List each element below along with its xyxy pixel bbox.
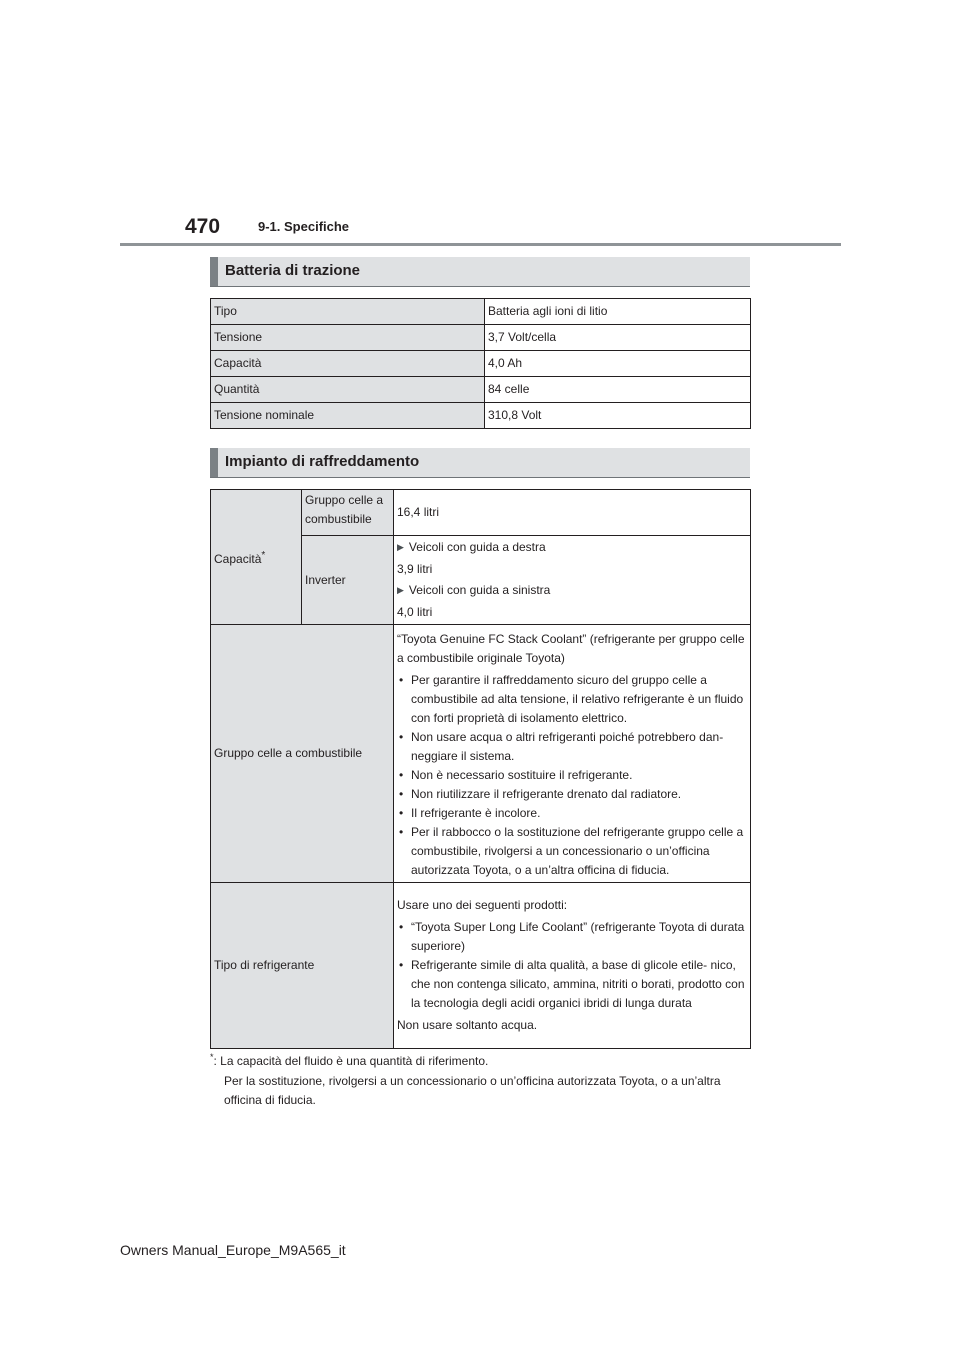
table-row bbox=[211, 490, 751, 536]
list-item: • Non riutilizzare il refrigerante drenato dal radiatore. bbox=[397, 785, 747, 804]
fc-capacity-label: Gruppo celle a combustibile bbox=[302, 490, 394, 536]
list-item: • Per garantire il raffreddamento sicuro del gruppo celle a combustibile ad alta tensione, il relativo refrigerante è un fluido con forti proprietà di isolamento elettrico. bbox=[397, 671, 747, 728]
row-label: Capacità bbox=[211, 351, 485, 377]
row-label: Tensione bbox=[211, 325, 485, 351]
table-row bbox=[211, 299, 751, 325]
right-arrow-icon: ▶ bbox=[397, 542, 404, 552]
table-row bbox=[211, 377, 751, 403]
coolant-type-intro: Usare uno dei seguenti prodotti: bbox=[397, 898, 568, 912]
header-divider bbox=[120, 243, 841, 246]
section-label: 9-1. Specifiche bbox=[258, 219, 350, 234]
heading-bar bbox=[210, 448, 218, 477]
inverter-capacity-label: Inverter bbox=[302, 536, 394, 625]
document-footer: Owners Manual_Europe_M9A565_it bbox=[120, 1242, 346, 1258]
list-item: • “Toyota Super Long Life Coolant” (refrigerante Toyota di durata superiore) bbox=[397, 918, 747, 956]
battery-section-heading bbox=[210, 257, 750, 287]
inverter-capacity-cell bbox=[394, 536, 751, 625]
row-value: Batteria agli ioni di litio bbox=[485, 299, 751, 325]
table-row bbox=[211, 625, 751, 883]
capacity-label: Capacità bbox=[214, 551, 262, 566]
table-row bbox=[211, 325, 751, 351]
page-number: 470 bbox=[185, 215, 221, 238]
right-arrow-icon: ▶ bbox=[397, 585, 404, 595]
fc-stack-notes bbox=[397, 671, 747, 880]
footnote-mark: * bbox=[210, 1052, 214, 1062]
coolant-type-label: Tipo di refrigerante bbox=[211, 883, 394, 1049]
footnote-mark: * bbox=[261, 549, 266, 561]
cooling-section-heading bbox=[210, 448, 750, 478]
row-value: 4,0 Ah bbox=[485, 351, 751, 377]
fc-stack-intro: “Toyota Genuine FC Stack Coolant” (refrigerante per gruppo celle a combustibile originale Toyota) bbox=[397, 632, 745, 665]
table-row bbox=[211, 883, 751, 1049]
battery-section-title: Batteria di trazione bbox=[225, 262, 361, 279]
row-value: 3,7 Volt/cella bbox=[485, 325, 751, 351]
rhd-label: Veicoli con guida a destra bbox=[408, 540, 546, 554]
footnote-line-1: : La capacità del fluido è una quantità di riferimento. bbox=[213, 1054, 489, 1068]
rhd-value: 3,9 litri bbox=[397, 562, 433, 576]
table-row bbox=[211, 351, 751, 377]
row-value: 84 celle bbox=[485, 377, 751, 403]
fc-stack-label: Gruppo celle a combustibile bbox=[211, 625, 394, 883]
table-row bbox=[211, 403, 751, 429]
row-label: Tipo bbox=[211, 299, 485, 325]
cooling-spec-table bbox=[210, 489, 751, 1049]
list-item: • Refrigerante simile di alta qualità, a base di glicole etile- nico, che non contenga silicato, ammina, nitriti o borati, prodotto con la tecnologia degli acidi organici ibridi di lunga durata bbox=[397, 956, 747, 1013]
list-item: • Per il rabbocco o la sostituzione del refrigerante gruppo celle a combustibile, rivolgersi a un concessionario o un’officina autorizzata Toyota, o a un’altra officina di fiducia. bbox=[397, 823, 747, 880]
row-label: Quantità bbox=[211, 377, 485, 403]
list-item: • Non è necessario sostituire il refrigerante. bbox=[397, 766, 747, 785]
list-item: • Il refrigerante è incolore. bbox=[397, 804, 747, 823]
row-label: Tensione nominale bbox=[211, 403, 485, 429]
lhd-value: 4,0 litri bbox=[397, 605, 433, 619]
row-value: 310,8 Volt bbox=[485, 403, 751, 429]
footnote bbox=[210, 1052, 750, 1110]
footnote-line-2: Per la sostituzione, rivolgersi a un concessionario o un’officina autorizzata Toyota, o a un’altra officina di fiducia. bbox=[224, 1074, 721, 1107]
heading-bar bbox=[210, 257, 218, 286]
cooling-section-title: Impianto di raffreddamento bbox=[225, 453, 420, 470]
list-item: • Non usare acqua o altri refrigeranti poiché potrebbero dan- neggiare il sistema. bbox=[397, 728, 747, 766]
coolant-type-outro: Non usare soltanto acqua. bbox=[397, 1018, 538, 1032]
coolant-type-options bbox=[397, 918, 747, 1013]
coolant-type-cell bbox=[394, 883, 751, 1049]
fc-stack-cell bbox=[394, 625, 751, 883]
fc-capacity-value: 16,4 litri bbox=[394, 490, 751, 536]
battery-spec-table bbox=[210, 298, 751, 429]
lhd-label: Veicoli con guida a sinistra bbox=[408, 583, 551, 597]
capacity-label-cell bbox=[211, 490, 302, 625]
